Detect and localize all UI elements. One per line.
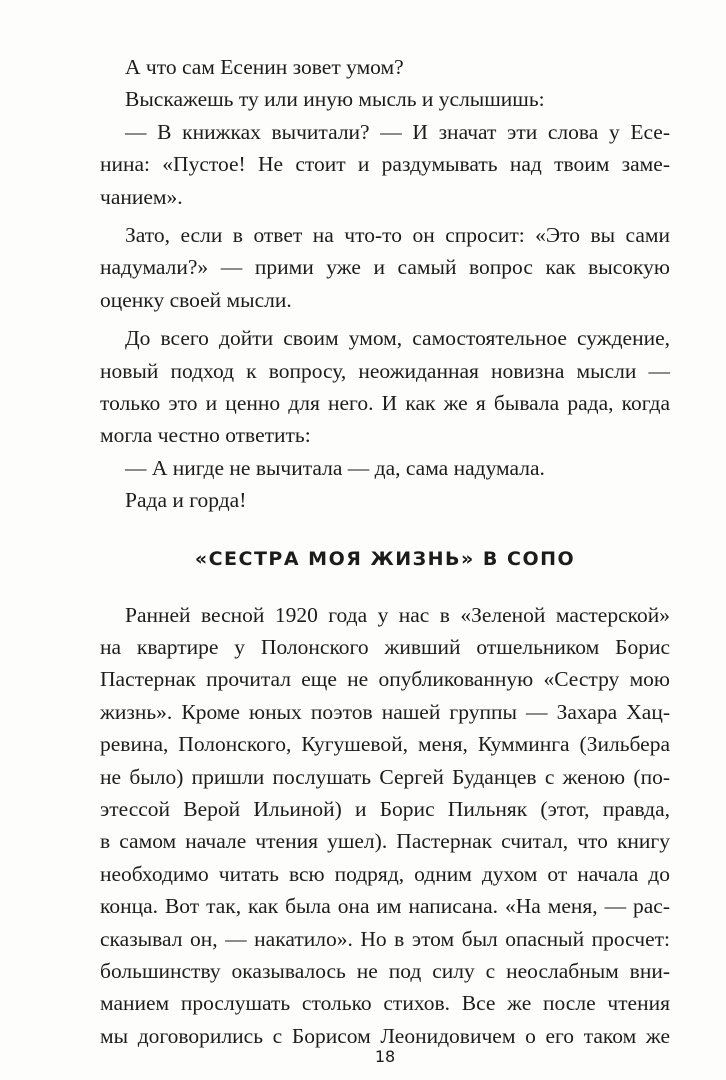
text-line: оценку своей мысли. xyxy=(100,287,292,312)
text-line: новый подход к вопросу, неожиданная новизна мысли — xyxy=(100,358,670,383)
text-line: Зато, если в ответ на что-то он спросит: «Это вы сами xyxy=(125,223,670,247)
text-line: большинству оказывалось не под силу с неослабным вни- xyxy=(100,959,670,983)
text-line: не было) пришли послушать Сергей Буданцев с женою (по- xyxy=(100,764,670,789)
text-line: ревина, Полонского, Кугушевой, меня, Кумминга (Зильбера xyxy=(100,732,670,757)
text-line: надумали?» — прими уже и самый вопрос как высокую xyxy=(100,255,670,280)
text-line: нина: «Пустое! Не стоит и раздумывать над твоим заме- xyxy=(100,152,670,177)
text-line: на квартире у Полонского живший отшельником Борис xyxy=(100,635,670,659)
page-number: 18 xyxy=(374,1047,396,1066)
section-heading: «СЕСТРА МОЯ ЖИЗНЬ» В СОПО xyxy=(194,547,576,570)
text-line: жизнь». Кроме юных поэтов нашей группы — Захара Хац- xyxy=(100,699,670,724)
text-line: манием прослушать столько стихов. Все же после чтения xyxy=(100,991,670,1016)
text-line: конца. Вот так, как была она им написана. «На меня, — рас- xyxy=(100,894,670,919)
text-line: — В книжках вычитали? — И значат эти слова у Есе- xyxy=(125,119,670,144)
text-line: могла честно ответить: xyxy=(100,423,311,448)
text-line: этессой Верой Ильиной) и Борис Пильняк (этот, правда, xyxy=(100,797,670,821)
text-line: Рада и горда! xyxy=(125,488,247,513)
text-line: чанием». xyxy=(100,184,183,209)
text-line: необходимо читать всю подряд, одним духом от начала до xyxy=(100,861,670,886)
text-line: мы договорились с Борисом Леонидовичем о его таком же xyxy=(100,1023,670,1048)
text-line: Пастернак прочитал еще не опубликованную «Сестру мою xyxy=(100,667,670,692)
text-line: Выскажешь ту или иную мысль и услышишь: xyxy=(125,87,545,112)
text-line: в самом начале чтения ушел). Пастернак считал, что книгу xyxy=(100,829,670,854)
text-line: сказывал он, — накатило». Но в этом был опасный просчет: xyxy=(100,926,670,951)
text-line: До всего дойти своим умом, самостоятельное суждение, xyxy=(125,326,670,351)
text-line: только это и ценно для него. И как же я бывала рада, когда xyxy=(100,391,670,415)
text-line: — А нигде не вычитала — да, сама надумала. xyxy=(125,455,545,480)
text-line: Ранней весной 1920 года у нас в «Зеленой мастерской» xyxy=(125,602,670,627)
text-line: А что сам Есенин зовет умом? xyxy=(125,55,404,79)
